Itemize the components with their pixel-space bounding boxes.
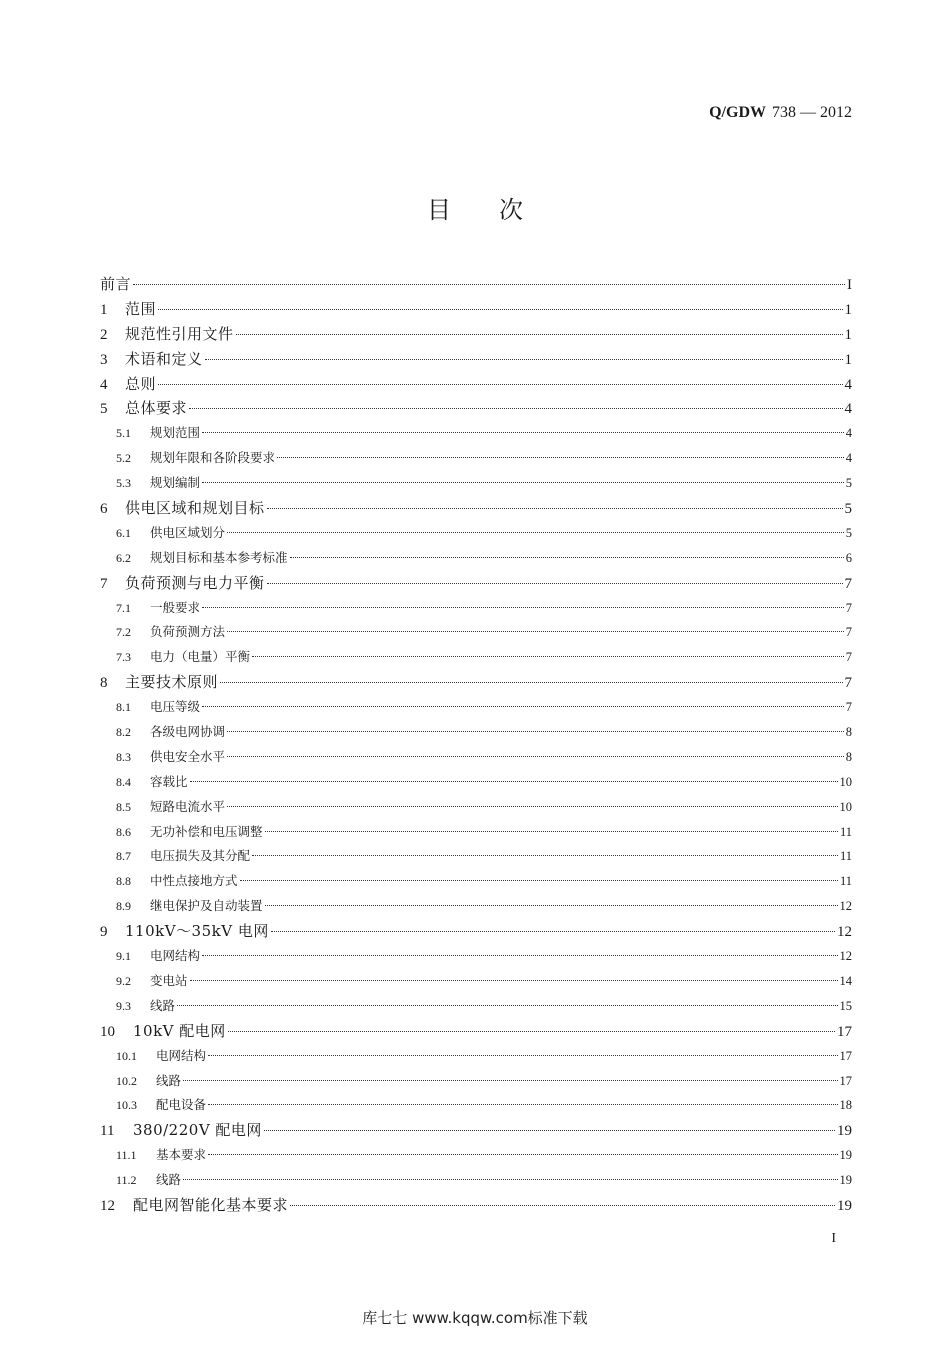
- toc-entry-page: 4: [845, 426, 852, 441]
- toc-entry-title: 继电保护及自动装置: [150, 898, 263, 914]
- toc-entry-number: 9.3: [116, 998, 131, 1013]
- toc-dot-leader: [265, 831, 838, 832]
- toc-entry-page: 7: [845, 600, 852, 615]
- toc-entry-title: 供电区域划分: [150, 524, 226, 540]
- toc-dot-leader: [252, 855, 838, 856]
- toc-entry-page: 10: [839, 799, 852, 814]
- toc-dot-leader: [205, 359, 843, 360]
- toc-entry-page: 7: [845, 625, 852, 640]
- toc-dot-leader: [183, 1179, 837, 1180]
- toc-dot-leader: [208, 1104, 837, 1105]
- toc-entry-title: 总则: [125, 374, 157, 393]
- toc-dot-leader: [208, 1154, 837, 1155]
- toc-dot-leader: [202, 706, 844, 707]
- toc-entry-page: 5: [845, 476, 852, 491]
- toc-entry-title: 中性点接地方式: [150, 873, 238, 889]
- toc-entry-title: 负荷预测方法: [150, 624, 226, 640]
- toc-subentry[interactable]: [100, 471, 852, 496]
- toc-entry-page: 18: [839, 1098, 852, 1113]
- toc-dot-leader: [220, 682, 842, 683]
- toc-entry-page: 7: [845, 700, 852, 715]
- toc-dot-leader: [227, 631, 844, 632]
- toc-entry-number: 5.2: [116, 451, 131, 466]
- toc-entry-number: 12: [100, 1197, 115, 1214]
- toc-entry-page: 19: [839, 1148, 852, 1163]
- toc-entry-number: 8.7: [116, 849, 131, 864]
- toc-entry[interactable]: [100, 1019, 852, 1044]
- toc-entry-title: 规划目标和基本参考标准: [150, 549, 288, 565]
- toc-subentry[interactable]: [100, 620, 852, 645]
- toc-subentry[interactable]: [100, 894, 852, 919]
- toc-dot-leader: [202, 482, 844, 483]
- toc-subentry[interactable]: [100, 1044, 852, 1069]
- toc-entry-page: 4: [844, 401, 852, 418]
- toc-dot-leader: [265, 905, 838, 906]
- toc-entry[interactable]: [100, 297, 852, 322]
- toc-entry-title: 110kV～35kV 电网: [125, 922, 269, 941]
- toc-entry-page: 1: [844, 351, 852, 368]
- toc-entry-page: 11: [839, 874, 852, 889]
- toc-entry[interactable]: [100, 919, 852, 944]
- toc-entry-number: 10.1: [116, 1048, 137, 1063]
- toc-entry-page: 17: [839, 1073, 852, 1088]
- toc-entry-number: 10.2: [116, 1073, 137, 1088]
- toc-dot-leader: [236, 334, 843, 335]
- toc-entry-number: 8.3: [116, 749, 131, 764]
- toc-subentry[interactable]: [100, 820, 852, 845]
- toc-entry-title: 电网结构: [156, 1047, 207, 1063]
- toc-subentry[interactable]: [100, 720, 852, 745]
- toc-entry-page: 12: [839, 899, 852, 914]
- toc-entry-number: 6.2: [116, 550, 131, 565]
- toc-dot-leader: [227, 756, 844, 757]
- toc-entry-title: 规范性引用文件: [125, 324, 234, 343]
- toc-entry-title: 基本要求: [156, 1147, 207, 1163]
- toc-entry-title: 供电区域和规划目标: [125, 499, 265, 518]
- toc-entry-title: 线路: [156, 1172, 182, 1188]
- toc-dot-leader: [190, 980, 838, 981]
- toc-entry-title: 配电网智能化基本要求: [133, 1195, 289, 1214]
- toc-subentry[interactable]: [100, 1093, 852, 1118]
- toc-entry-title: 负荷预测与电力平衡: [125, 573, 265, 592]
- standard-prefix: Q/GDW: [709, 104, 766, 121]
- toc-dot-leader: [133, 284, 845, 285]
- toc-dot-leader: [264, 1130, 835, 1131]
- toc-subentry[interactable]: [100, 446, 852, 471]
- toc-entry-number: 8.5: [116, 799, 131, 814]
- toc-entry-number: 8.6: [116, 824, 131, 839]
- toc-entry-page: I: [847, 277, 852, 293]
- toc-subentry[interactable]: [100, 645, 852, 670]
- toc-entry-number: 5.1: [116, 426, 131, 441]
- toc-entry[interactable]: [100, 272, 852, 297]
- toc-entry-page: 5: [845, 525, 852, 540]
- toc-subentry[interactable]: [100, 1143, 852, 1168]
- toc-entry-number: 10.3: [116, 1098, 137, 1113]
- toc-entry-title: 规划范围: [150, 425, 201, 441]
- toc-subentry[interactable]: [100, 795, 852, 820]
- toc-entry-title: 线路: [156, 1072, 182, 1088]
- toc-dot-leader: [227, 806, 837, 807]
- toc-entry-number: 1: [100, 301, 108, 318]
- toc-entry-number: 8.1: [116, 700, 131, 715]
- toc-entry-title: 无功补偿和电压调整: [150, 823, 263, 839]
- toc-dot-leader: [271, 931, 835, 932]
- toc-entry[interactable]: [100, 372, 852, 397]
- toc-dot-leader: [227, 731, 844, 732]
- toc-entry[interactable]: [100, 322, 852, 347]
- toc-entry-title: 前言: [100, 275, 132, 293]
- standard-code: [709, 104, 852, 122]
- toc-entry-page: 8: [845, 749, 852, 764]
- toc-entry-title: 供电安全水平: [150, 748, 226, 764]
- toc-entry-number: 7: [100, 575, 108, 592]
- toc-subentry[interactable]: [100, 546, 852, 571]
- toc-entry-page: 17: [839, 1048, 852, 1063]
- toc-entry-page: 4: [845, 451, 852, 466]
- toc-dot-leader: [177, 1005, 837, 1006]
- toc-dot-leader: [190, 781, 838, 782]
- toc-entry-page: 4: [844, 376, 852, 393]
- toc-dot-leader: [277, 457, 844, 458]
- toc-dot-leader: [228, 1031, 835, 1032]
- toc-entry-title: 电压损失及其分配: [150, 848, 251, 864]
- toc-entry-page: 11: [839, 824, 852, 839]
- toc-subentry[interactable]: [100, 521, 852, 546]
- toc-entry[interactable]: [100, 1118, 852, 1143]
- toc-subentry[interactable]: [100, 695, 852, 720]
- toc-entry-number: 5.3: [116, 476, 131, 491]
- toc-entry-title: 规划编制: [150, 475, 201, 491]
- toc-entry-number: 7.3: [116, 650, 131, 665]
- toc-entry-title: 电力（电量）平衡: [150, 649, 251, 665]
- toc-entry-number: 8: [100, 675, 108, 692]
- toc-entry-page: 12: [837, 924, 852, 941]
- toc-entry-page: 5: [844, 501, 852, 518]
- toc-entry-page: 7: [844, 675, 852, 692]
- toc-entry-title: 短路电流水平: [150, 798, 226, 814]
- toc-dot-leader: [189, 408, 842, 409]
- toc-entry-title: 电网结构: [150, 948, 201, 964]
- toc-dot-leader: [183, 1080, 837, 1081]
- toc-dot-leader: [252, 656, 844, 657]
- toc-entry-number: 10: [100, 1023, 115, 1040]
- toc-dot-leader: [202, 432, 844, 433]
- toc-entry-number: 11.1: [116, 1148, 137, 1163]
- toc-dot-leader: [158, 384, 842, 385]
- toc-entry-title: 术语和定义: [125, 349, 203, 368]
- toc-dot-leader: [240, 880, 838, 881]
- toc-entry-number: 8.8: [116, 874, 131, 889]
- toc-dot-leader: [267, 508, 843, 509]
- toc-entry[interactable]: [100, 670, 852, 695]
- toc-entry-number: 9: [100, 924, 108, 941]
- toc-entry-page: 12: [839, 949, 852, 964]
- toc-entry-title: 主要技术原则: [125, 673, 219, 692]
- toc-entry-page: 11: [839, 849, 852, 864]
- toc-heading: 目次: [427, 196, 571, 224]
- toc-dot-leader: [202, 607, 844, 608]
- toc-entry-title: 电压等级: [150, 699, 201, 715]
- toc-dot-leader: [290, 1205, 835, 1206]
- toc-entry-page: 1: [844, 326, 852, 343]
- toc-subentry[interactable]: [100, 745, 852, 770]
- toc-entry-number: 6.1: [116, 525, 131, 540]
- toc-entry-page: 7: [845, 650, 852, 665]
- toc-entry[interactable]: [100, 571, 852, 596]
- toc-entry[interactable]: [100, 1193, 852, 1218]
- toc-entry-title: 一般要求: [150, 599, 201, 615]
- toc-entry-page: 17: [837, 1023, 852, 1040]
- toc-subentry[interactable]: [100, 770, 852, 795]
- toc-entry-title: 各级电网协调: [150, 724, 226, 740]
- toc-subentry[interactable]: [100, 1069, 852, 1094]
- toc-entry-title: 总体要求: [125, 399, 188, 418]
- toc-entry[interactable]: [100, 347, 852, 372]
- toc-entry-number: 8.4: [116, 774, 131, 789]
- toc-dot-leader: [208, 1055, 837, 1056]
- toc-entry-number: 7.1: [116, 600, 131, 615]
- toc-subentry[interactable]: [100, 944, 852, 969]
- toc-entry-title: 容载比: [150, 773, 188, 789]
- toc-entry-number: 9.1: [116, 949, 131, 964]
- toc-dot-leader: [158, 309, 842, 310]
- toc-entry-title: 规划年限和各阶段要求: [150, 450, 276, 466]
- toc-entry-title: 线路: [150, 997, 176, 1013]
- toc-dot-leader: [227, 532, 844, 533]
- toc-entry-number: 6: [100, 501, 108, 518]
- toc-dot-leader: [202, 955, 837, 956]
- toc-subentry[interactable]: [100, 844, 852, 869]
- standard-number: 738 — 2012: [772, 104, 852, 121]
- toc-entry-number: 2: [100, 326, 108, 343]
- toc-entry-title: 380/220V 配电网: [133, 1121, 262, 1140]
- toc-entry-page: 14: [839, 973, 852, 988]
- toc-subentry[interactable]: [100, 596, 852, 621]
- toc-entry[interactable]: [100, 496, 852, 521]
- toc-entry-number: 9.2: [116, 973, 131, 988]
- toc-entry-page: 7: [844, 575, 852, 592]
- toc-entry-number: 3: [100, 351, 108, 368]
- footer-watermark: 库七七 www.kqqw.com标准下载: [362, 1309, 588, 1327]
- toc-entry-number: 8.9: [116, 899, 131, 914]
- toc-entry[interactable]: [100, 396, 852, 421]
- toc-entry-page: 19: [837, 1197, 852, 1214]
- toc-entry-page: 19: [839, 1173, 852, 1188]
- toc-subentry[interactable]: [100, 869, 852, 894]
- toc-entry-title: 配电设备: [156, 1097, 207, 1113]
- toc-entry-title: 变电站: [150, 972, 188, 988]
- toc-entry-page: 8: [845, 725, 852, 740]
- toc-entry-title: 10kV 配电网: [133, 1021, 226, 1040]
- toc-entry-number: 8.2: [116, 725, 131, 740]
- toc-dot-leader: [267, 583, 843, 584]
- toc-entry-page: 10: [839, 774, 852, 789]
- toc-entry-number: 5: [100, 401, 108, 418]
- toc-dot-leader: [290, 557, 844, 558]
- toc-entry-page: 19: [837, 1123, 852, 1140]
- toc-entry-number: 4: [100, 376, 108, 393]
- toc-entry-page: 1: [844, 301, 852, 318]
- toc-entry-page: 6: [845, 550, 852, 565]
- toc-subentry[interactable]: [100, 1168, 852, 1193]
- page-number: I: [831, 1231, 836, 1246]
- toc-subentry[interactable]: [100, 994, 852, 1019]
- toc-entry-page: 15: [839, 998, 852, 1013]
- toc-entry-number: 11: [100, 1123, 115, 1140]
- toc-subentry[interactable]: [100, 421, 852, 446]
- toc-entry-title: 范围: [125, 299, 157, 318]
- toc-entry-number: 11.2: [116, 1173, 137, 1188]
- toc-list: [100, 272, 852, 1218]
- toc-subentry[interactable]: [100, 969, 852, 994]
- toc-entry-number: 7.2: [116, 625, 131, 640]
